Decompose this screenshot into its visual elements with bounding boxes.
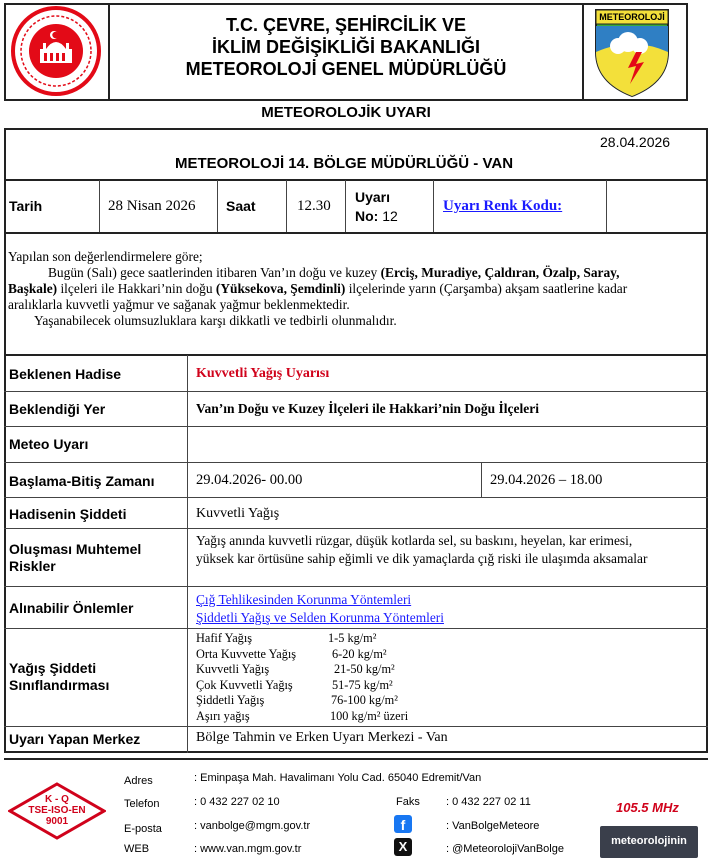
uyari-label: Uyarı (355, 189, 391, 205)
divider (4, 497, 708, 498)
divider (4, 354, 708, 356)
tarih-value: 28 Nisan 2026 (108, 198, 196, 214)
class-name: Hafif Yağış (196, 631, 253, 645)
divider (4, 628, 708, 629)
yagis-link[interactable]: Şiddetli Yağış ve Selden Korunma Yöntemleri (196, 610, 444, 625)
facebook-icon[interactable]: f (394, 815, 412, 833)
web-value[interactable]: : www.van.mgm.gov.tr (194, 843, 302, 855)
risk-label-2: Riskler (9, 558, 56, 574)
class-name: Çok Kuvvetli Yağış (196, 677, 293, 692)
divider (4, 726, 708, 727)
desc-last-line (8, 313, 702, 329)
zaman-label: Başlama-Bitiş Zamanı (9, 473, 155, 489)
cert-line-2: TSE-ISO-EN (28, 805, 86, 816)
adres-value: : Eminpaşa Mah. Havalimanı Yolu Cad. 65040 Edremit/Van (194, 772, 482, 784)
cert-line-1: K - Q (45, 794, 69, 805)
divider (433, 180, 434, 232)
desc-paragraph (8, 265, 702, 313)
risk-label (9, 541, 141, 575)
telefon-value: : 0 432 227 02 10 (194, 796, 280, 808)
desc-p2-g: aralıklarla kuvvetli yağmur ve sağanak yağmur beklenmektedir. (8, 297, 350, 312)
divider (286, 180, 287, 232)
list-item (196, 678, 408, 694)
footer-top-line (4, 758, 708, 760)
merkez-label: Uyarı Yapan Merkez (9, 731, 141, 747)
class-range: 1-5 kg/m² (328, 631, 377, 645)
ministry-line-1: T.C. ÇEVRE, ŞEHİRCİLİK VE (225, 15, 467, 35)
web-label: WEB (124, 843, 150, 855)
list-item (196, 709, 408, 725)
desc-p2-c: Başkale) (8, 281, 58, 296)
hadise-label: Beklenen Hadise (9, 366, 122, 382)
meteo-uyari-label: Meteo Uyarı (9, 436, 89, 452)
x-icon[interactable]: X (394, 838, 412, 856)
cert-text (8, 794, 106, 827)
logo-text: METEOROLOJİ (599, 12, 665, 22)
saat-value: 12.30 (297, 198, 331, 214)
tarih-label: Tarih (9, 198, 43, 214)
meteoroloji-logo (592, 6, 672, 98)
desc-p2-d: ilçeleri ile Hakkari’nin doğu (57, 281, 216, 296)
eposta-label: E-posta (124, 823, 162, 835)
ministry-title (110, 14, 582, 80)
office-name: METEOROLOJİ 14. BÖLGE MÜDÜRLÜĞÜ - VAN (174, 155, 514, 172)
telefon-label: Telefon (124, 798, 160, 810)
class-range: 100 kg/m² üzeri (330, 708, 409, 723)
zaman-start: 29.04.2026- 00.00 (196, 472, 303, 488)
divider (4, 179, 708, 181)
divider (4, 391, 708, 392)
divider (4, 232, 708, 234)
x-value[interactable]: : @MeteorolojiVanBolge (446, 843, 564, 855)
class-list (196, 631, 408, 725)
uyari-no-line (355, 207, 398, 226)
list-item (196, 631, 408, 647)
radio-frequency: 105.5 MHz (616, 800, 679, 815)
class-name: Kuvvetli Yağış (196, 662, 270, 677)
desc-p2-f: ilçelerinde yarın (Çarşamba) akşam saatlerine kadar (345, 281, 628, 296)
desc-p2-b: (Erciş, Muradiye, Çaldıran, Özalp, Saray, (380, 265, 620, 280)
class-label-1: Yağış Şiddeti (9, 660, 97, 676)
risk-line-1: Yağış anında kuvvetli rüzgar, düşük kotlarda sel, su baskını, heyelan, kar erimesi, (196, 533, 633, 548)
list-item (196, 647, 408, 663)
list-item (196, 662, 408, 678)
divider (345, 180, 346, 232)
class-name: Şiddetli Yağış (196, 693, 265, 708)
document-title: METEOROLOJİK UYARI (261, 104, 431, 121)
divider (99, 180, 100, 232)
hadise-value: Kuvvetli Yağış Uyarısı (196, 366, 330, 381)
onlem-label: Alınabilir Önlemler (9, 600, 134, 616)
divider (4, 426, 708, 427)
desc-line-last: Yaşanabilecek olumsuzluklara karşı dikkatli ve tedbirli olunmalıdır. (34, 313, 397, 328)
desc-p2-a: Bugün (Salı) gece saatlerinden itibaren Van’ın doğu ve kuzey (48, 265, 381, 280)
zaman-end: 29.04.2026 – 18.00 (490, 472, 603, 488)
class-range: 21-50 kg/m² (334, 662, 395, 677)
faks-value: : 0 432 227 02 11 (446, 796, 531, 808)
siddet-value: Kuvvetli Yağış (196, 506, 280, 521)
divider (4, 528, 708, 529)
description (8, 249, 702, 329)
desc-line-1: Yapılan son değerlendirmelere göre; (8, 249, 203, 264)
class-range: 76-100 kg/m² (331, 693, 398, 708)
yer-value: Van’ın Doğu ve Kuzey İlçeleri ile Hakkari’nin Doğu İlçeleri (196, 401, 539, 416)
issue-date: 28.04.2026 (600, 134, 671, 150)
divider (606, 180, 607, 232)
merkez-value: Bölge Tahmin ve Erken Uyarı Merkezi - Van (196, 730, 448, 745)
header-divider-right (582, 3, 584, 101)
label-column-divider (187, 355, 188, 753)
ministry-emblem (10, 5, 102, 97)
renk-kodu-link[interactable]: Uyarı Renk Kodu: (443, 198, 563, 214)
cig-link[interactable]: Çığ Tehlikesinden Korunma Yöntemleri (196, 592, 412, 607)
radio-logo (600, 826, 698, 858)
adres-label: Adres (124, 775, 153, 787)
class-label (9, 660, 109, 694)
uyari-no-label (355, 188, 398, 226)
eposta-value[interactable]: : vanbolge@mgm.gov.tr (194, 820, 311, 832)
saat-label: Saat (226, 198, 256, 214)
desc-p2-e: (Yüksekova, Şemdinli) (215, 281, 346, 296)
uyari-no-value: 12 (382, 208, 398, 224)
class-range: 51-75 kg/m² (332, 677, 393, 692)
divider (217, 180, 218, 232)
list-item (196, 693, 408, 709)
cert-logo (8, 782, 106, 840)
ministry-line-3: METEOROLOJİ GENEL MÜDÜRLÜĞÜ (185, 59, 507, 79)
risk-label-1: Oluşması Muhtemel (9, 541, 142, 557)
no-label: No: (355, 208, 379, 224)
onlem-links (196, 591, 444, 627)
class-range: 6-20 kg/m² (332, 646, 387, 661)
radio-logo-text: meteorolojinin (611, 835, 687, 847)
cert-line-3: 9001 (45, 816, 69, 827)
divider (4, 462, 708, 463)
divider (481, 463, 482, 497)
class-label-2: Sınıflandırması (9, 677, 110, 693)
class-name: Orta Kuvvette Yağış (196, 646, 297, 661)
risk-value (196, 532, 647, 568)
risk-line-2: yüksek kar örtüsüne sahip eğimli ve dik yamaçlarda çığ riski ile ulaşımda aksamalar (196, 551, 648, 566)
yer-label: Beklendiği Yer (9, 401, 106, 417)
divider (4, 586, 708, 587)
ministry-line-2: İKLİM DEĞİŞİKLİĞİ BAKANLIĞI (212, 37, 480, 57)
faks-label: Faks (396, 796, 420, 808)
class-name: Aşırı yağış (196, 708, 250, 723)
facebook-value[interactable]: : VanBolgeMeteore (446, 820, 540, 832)
siddet-label: Hadisenin Şiddeti (9, 506, 127, 522)
